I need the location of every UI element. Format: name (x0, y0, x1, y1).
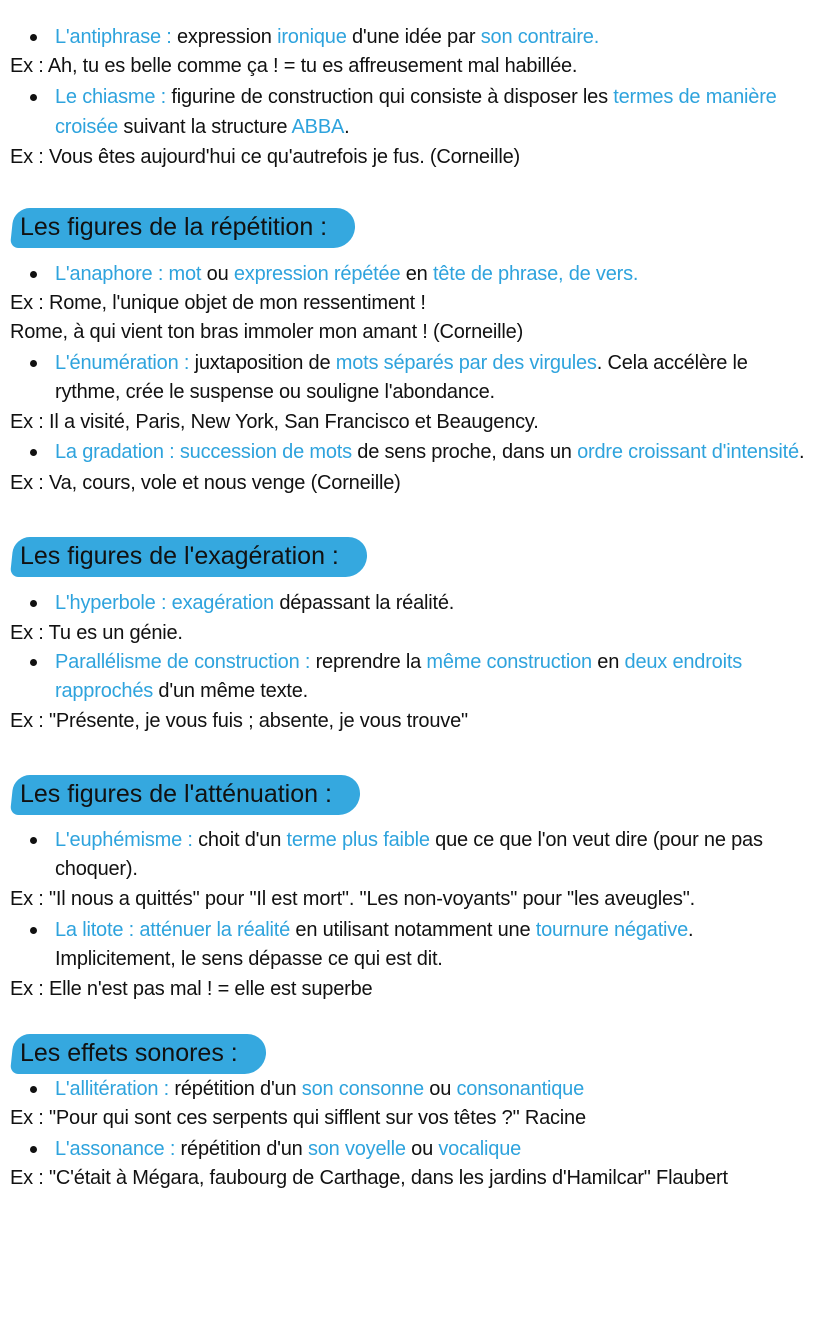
euphemisme-example: Ex : "Il nous a quittés" pour "Il est mort". "Les non-voyants" pour "les aveugles". (10, 888, 695, 910)
parallelisme-definition-cont: rapprochés d'un même texte. (55, 680, 309, 702)
heading-exageration: Les figures de l'exagération : (12, 535, 367, 577)
heading-repetition: Les figures de la répétition : (12, 206, 355, 248)
litote-definition: La litote : atténuer la réalité en utilisant notamment une tournure négative. (55, 916, 693, 944)
chiasme-definition: Le chiasme : figurine de construction qui consiste à disposer les termes de manière (55, 83, 777, 111)
litote-definition-cont: Implicitement, le sens dépasse ce qui est dit. (55, 948, 443, 970)
chiasme-definition-cont: croisée suivant la structure ABBA. (55, 116, 350, 138)
anaphore-example-2: Rome, à qui vient ton bras immoler mon amant ! (Corneille) (10, 321, 524, 343)
heading-attenuation: Les figures de l'atténuation : (12, 773, 360, 815)
hyperbole-example: Ex : Tu es un génie. (10, 622, 183, 644)
euphemisme-definition-cont: choquer). (55, 858, 138, 880)
heading-sonores: Les effets sonores : (12, 1032, 266, 1074)
anaphore-definition: L'anaphore : mot ou expression répétée en tête de phrase, de vers. (55, 260, 638, 288)
gradation-example: Ex : Va, cours, vole et nous venge (Corneille) (10, 472, 401, 494)
antiphrase-definition: L'antiphrase : expression ironique d'une idée par son contraire. (55, 23, 599, 51)
antiphrase-example: Ex : Ah, tu es belle comme ça ! = tu es affreusement mal habillée. (10, 55, 578, 77)
gradation-definition: La gradation : succession de mots de sens proche, dans un ordre croissant d'intensité. (55, 438, 804, 466)
chiasme-example: Ex : Vous êtes aujourd'hui ce qu'autrefois je fus. (Corneille) (10, 146, 520, 168)
enumeration-example: Ex : Il a visité, Paris, New York, San Francisco et Beaugency. (10, 411, 539, 433)
euphemisme-definition: L'euphémisme : choit d'un terme plus faible que ce que l'on veut dire (pour ne pas (55, 826, 763, 854)
hyperbole-definition: L'hyperbole : exagération dépassant la réalité. (55, 589, 454, 617)
enumeration-definition-cont: rythme, crée le suspense ou souligne l'abondance. (55, 381, 495, 403)
alliteration-example: Ex : "Pour qui sont ces serpents qui sifflent sur vos têtes ?" Racine (10, 1107, 586, 1129)
alliteration-definition: L'allitération : répétition d'un son consonne ou consonantique (55, 1075, 584, 1103)
anaphore-example-1: Ex : Rome, l'unique objet de mon ressentiment ! (10, 292, 426, 314)
enumeration-definition: L'énumération : juxtaposition de mots séparés par des virgules. Cela accélère le (55, 349, 748, 377)
assonance-definition: L'assonance : répétition d'un son voyelle ou vocalique (55, 1135, 521, 1163)
parallelisme-definition: Parallélisme de construction : reprendre la même construction en deux endroits (55, 648, 742, 676)
litote-example: Ex : Elle n'est pas mal ! = elle est superbe (10, 978, 373, 1000)
assonance-example: Ex : "C'était à Mégara, faubourg de Carthage, dans les jardins d'Hamilcar" Flaubert (10, 1167, 728, 1189)
parallelisme-example: Ex : "Présente, je vous fuis ; absente, je vous trouve" (10, 710, 468, 732)
